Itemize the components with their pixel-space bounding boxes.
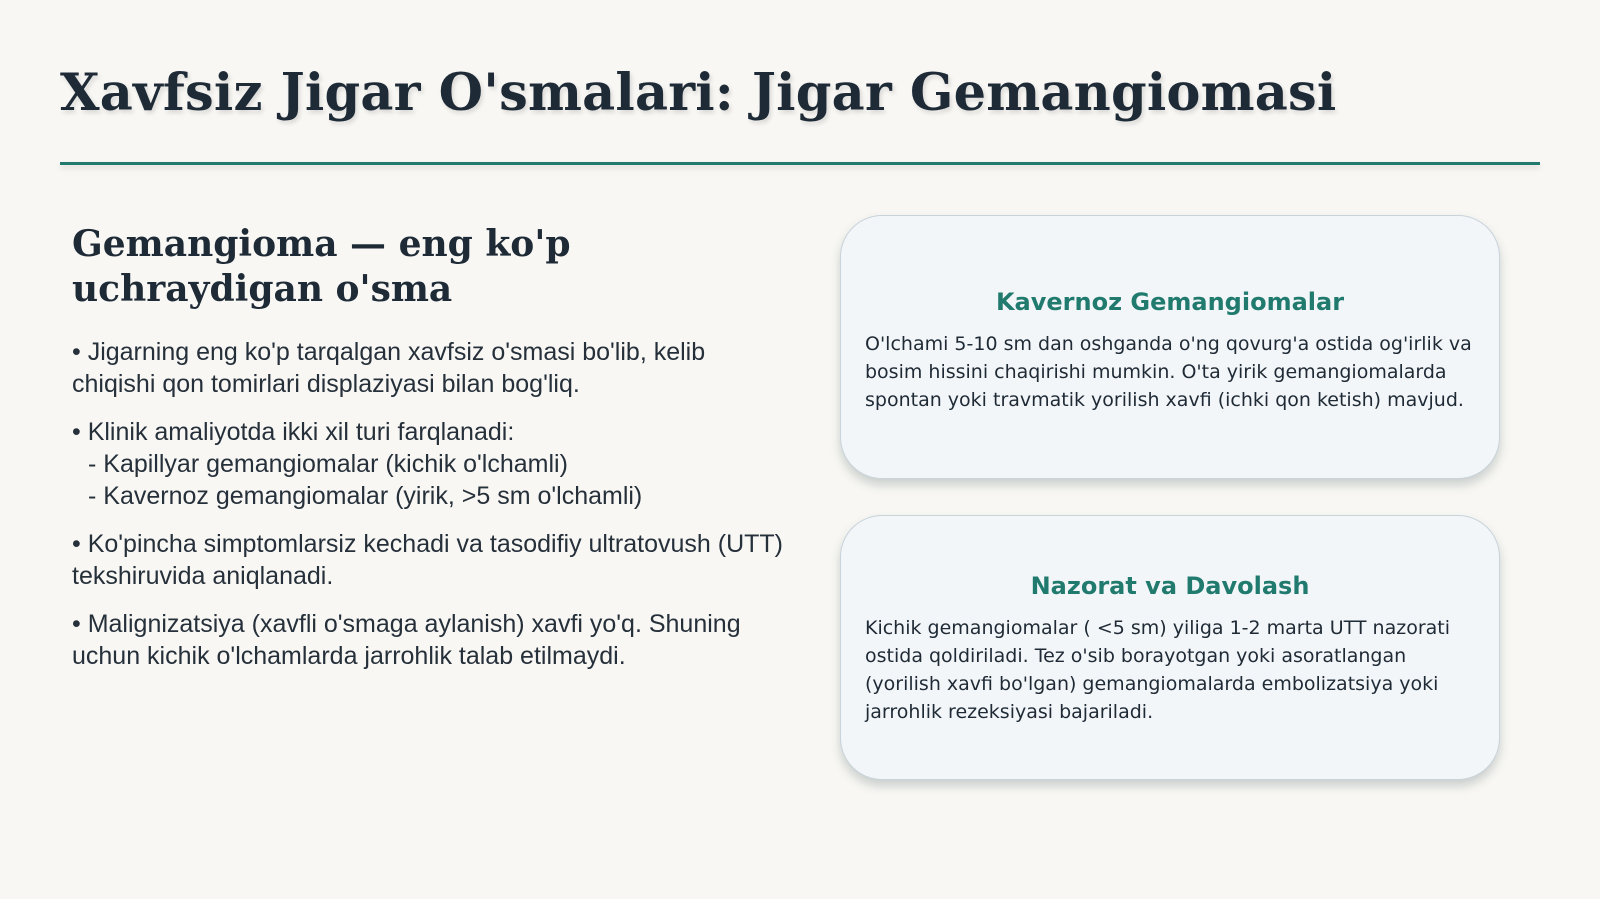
- bullet-item: [72, 608, 792, 672]
- left-column: [72, 222, 792, 688]
- bullet-list: [72, 336, 792, 672]
- sub-bullet-text: - Kapillyar gemangiomalar (kichik o'lchamli): [88, 450, 568, 478]
- bullet-item: [72, 416, 792, 512]
- card-title: Nazorat va Davolash: [1030, 572, 1310, 600]
- bullet-text: • Klinik amaliyotda ikki xil turi farqlanadi:: [72, 418, 515, 446]
- title-divider: [60, 162, 1540, 165]
- card-title: Kavernoz Gemangiomalar: [995, 288, 1345, 316]
- info-card-kavernoz: [840, 215, 1500, 479]
- bullet-item: [72, 528, 792, 592]
- sub-bullet-text: - Kavernoz gemangiomalar (yirik, >5 sm o'lchamli): [88, 482, 643, 510]
- bullet-text: • Jigarning eng ko'p tarqalgan xavfsiz o'smasi bo'lib, kelib chiqishi qon tomirlari displaziyasi bilan bog'liq.: [72, 338, 706, 398]
- card-text: O'lchami 5-10 sm dan oshganda o'ng qovurg'a ostida og'irlik va bosim hissini chaqirishi mumkin. O'ta yirik gemangiomalarda spontan yoki travmatik yorilish xavfi (ichki qon ketish) mavjud.: [865, 333, 1472, 411]
- card-text: Kichik gemangiomalar ( <5 sm) yiliga 1-2 marta UTT nazorati ostida qoldiriladi. Tez o'sib borayotgan yoki asoratlangan (yorilish xavfi bo'lgan) gemangiomalarda embolizatsiya yoki jarrohlik rezeksiyasi bajariladi.: [865, 617, 1451, 723]
- slide-title: Xavfsiz Jigar O'smalari: Jigar Gemangiomasi: [60, 63, 1337, 123]
- section-subtitle: Gemangioma — eng ko'p uchraydigan o'sma: [72, 223, 571, 310]
- bullet-text: • Ko'pincha simptomlarsiz kechadi va tasodifiy ultratovush (UTT) tekshiruvida aniqlanadi.: [72, 530, 784, 590]
- bullet-text: • Malignizatsiya (xavfli o'smaga aylanish) xavfi yo'q. Shuning uchun kichik o'lchamlarda jarrohlik talab etilmaydi.: [72, 610, 741, 670]
- info-card-nazorat: [840, 515, 1500, 780]
- bullet-item: [72, 336, 792, 400]
